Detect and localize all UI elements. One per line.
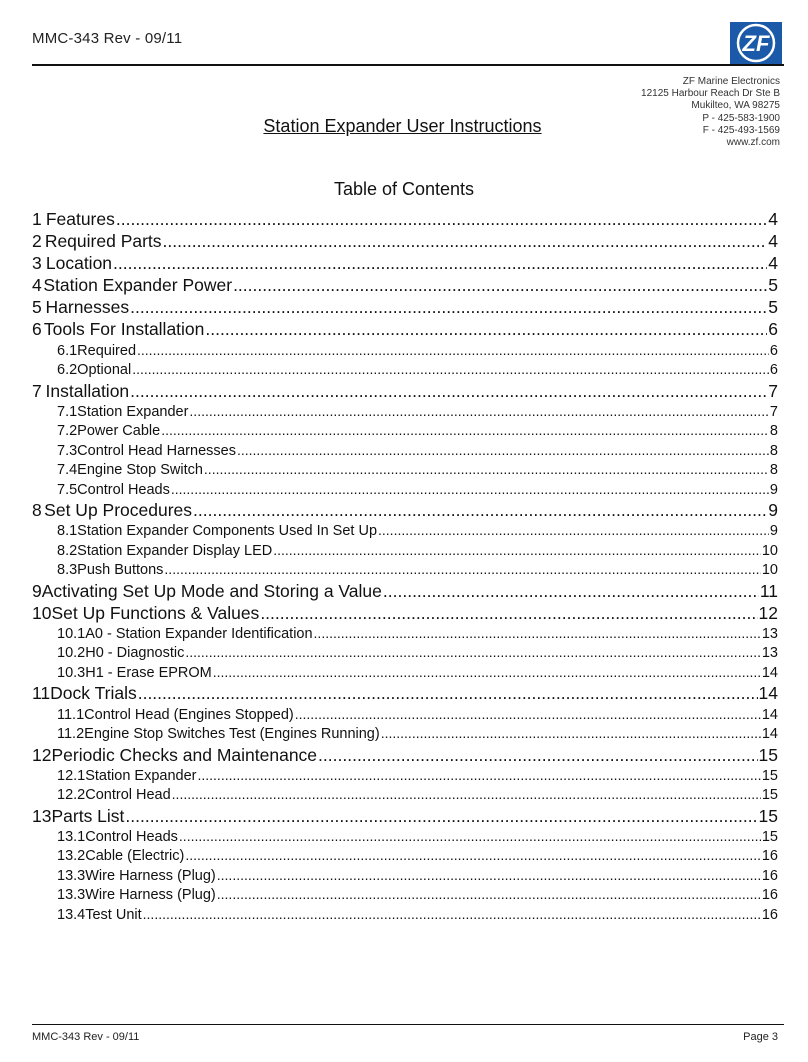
toc-entry-leader [143,906,761,923]
toc-entry-label: Optional [77,362,132,379]
toc-entry-leader [137,342,769,359]
toc-entry-leader [189,403,769,420]
toc-entry-leader [204,461,769,478]
toc-entry-label: Power Cable [77,423,161,440]
toc-entry[interactable] [32,442,778,462]
toc-entry[interactable] [32,422,778,442]
toc-entry-label: H1 - Erase EPROM [85,664,212,681]
toc-entry-leader [163,231,768,252]
toc-entry-page: 4 [768,209,778,229]
toc-entry[interactable] [32,847,778,867]
toc-entry-page: 11 [759,580,778,601]
toc-entry-label: Tools For Installation [43,319,205,340]
toc-entry-leader [116,209,767,230]
toc-entry-leader [273,542,761,559]
toc-entry-page: 10 [761,562,778,579]
toc-entry-page: 13 [761,625,778,642]
footer-rule [32,1024,784,1025]
toc-entry-label: Station Expander Components Used In Set Up [77,523,378,540]
toc-entry-page: 7 [768,380,778,401]
toc-entry-number: 4 [32,275,42,296]
toc-entry[interactable] [32,253,778,275]
toc-entry-number: 13.3 [57,867,86,884]
toc-entry[interactable] [32,786,778,806]
toc-entry[interactable] [32,603,778,625]
toc-entry-label: Push Buttons [77,562,164,579]
toc-entry-number: 13 [32,805,52,826]
toc-entry-number: 13.3 [57,887,86,904]
header-rule [32,64,784,66]
toc-entry-label: Set Up Functions & Values [51,602,260,623]
address-line-company: ZF Marine Electronics [682,76,780,87]
toc-entry-number: 6 [32,319,42,340]
address-line-street: 12125 Harbour Reach Dr Ste B [641,88,780,100]
toc-entry-page: 7 [769,403,778,420]
toc-entry-page: 16 [761,887,778,904]
toc-entry-label: Parts List [51,805,125,826]
toc-entry-leader [260,603,757,624]
toc-entry-page: 8 [769,442,778,459]
footer-page-number: Page 3 [743,1031,778,1043]
toc-entry-number: 8.2 [57,542,78,559]
toc-entry-number: 5 [32,297,42,318]
toc-entry-leader [217,867,761,884]
toc-entry-leader [378,522,769,539]
toc-entry-page: 16 [761,906,778,923]
toc-entry-leader [125,806,757,827]
toc-entry-label: Station Expander [85,767,197,784]
toc-entry[interactable] [32,522,778,542]
toc-entry-leader [113,253,767,274]
toc-entry-number: 9 [32,580,42,601]
toc-entry-label: Control Heads [77,481,170,498]
header-document-id: MMC-343 Rev - 09/11 [32,30,183,47]
toc-entry-page: 5 [768,275,778,296]
toc-entry-label: Required [77,342,137,359]
toc-entry-leader [318,745,757,766]
toc-entry[interactable] [32,231,778,253]
toc-entry-number: 10.2 [57,645,86,662]
toc-entry-label: Station Expander Power [43,275,233,296]
toc-entry-leader [237,442,769,459]
toc-entry-label: H0 - Diagnostic [85,645,185,662]
toc-entry-label: Features [45,209,115,229]
company-address [641,76,780,149]
toc-entry-leader [132,361,769,378]
toc-entry[interactable] [32,745,778,767]
toc-entry-leader [383,581,759,602]
toc-entry-label: Periodic Checks and Maintenance [51,744,318,765]
toc-entry-number: 7.5 [57,481,78,498]
toc-entry-number: 6.1 [57,342,78,359]
toc-entry[interactable] [32,906,778,926]
toc-entry-label: Cable (Electric) [85,848,185,865]
toc-entry-label: Control Head (Engines Stopped) [84,706,294,723]
toc-entry[interactable] [32,361,778,381]
toc-entry-page: 16 [761,867,778,884]
toc-entry-leader [213,664,761,681]
toc-entry[interactable] [32,625,778,645]
toc-entry-label: Control Heads [85,828,178,845]
toc-entry-leader [197,767,760,784]
toc-entry[interactable] [32,683,778,705]
toc-entry-leader [185,644,761,661]
toc-entry[interactable] [32,542,778,562]
toc-entry[interactable] [32,828,778,848]
toc-entry-leader [172,786,761,803]
toc-entry-label: Harnesses [45,297,130,318]
toc-entry-page: 15 [761,787,778,804]
toc-entry-page: 9 [768,500,778,521]
toc-entry-leader [171,481,769,498]
toc-entry-leader [164,561,760,578]
toc-entry-label: Engine Stop Switch [77,462,203,479]
toc-entry-leader [130,381,767,402]
toc-entry-page: 5 [768,297,778,318]
footer-document-id: MMC-343 Rev - 09/11 [32,1031,140,1043]
toc-entry-page: 6 [769,362,778,379]
toc-entry-leader [185,847,761,864]
toc-entry-leader [205,319,767,340]
toc-entry[interactable] [32,664,778,684]
toc-entry-page: 9 [769,481,778,498]
table-of-contents [32,209,778,925]
toc-entry-page: 6 [769,342,778,359]
toc-entry-number: 10.3 [57,664,86,681]
toc-entry-leader [314,625,761,642]
toc-entry-label: Control Head Harnesses [77,442,236,459]
toc-entry-label: Wire Harness (Plug) [85,867,216,884]
toc-entry-number: 7.3 [57,442,78,459]
toc-entry-number: 7.2 [57,423,78,440]
toc-entry[interactable] [32,275,778,297]
toc-entry-page: 16 [761,848,778,865]
toc-entry-page: 14 [758,683,778,704]
toc-entry[interactable] [32,867,778,887]
toc-entry[interactable] [32,481,778,501]
toc-entry-number: 11 [32,683,51,704]
toc-entry-label: Engine Stop Switches Test (Engines Running) [84,726,380,743]
logo-text: ZF [742,31,770,56]
toc-entry[interactable] [32,403,778,423]
address-line-fax: F - 425-493-1569 [702,124,780,136]
toc-entry[interactable] [32,381,778,403]
toc-entry-leader [193,500,767,521]
toc-entry-page: 4 [768,231,778,252]
toc-entry[interactable] [32,767,778,787]
zf-logo [730,22,782,64]
toc-entry-page: 4 [768,253,778,274]
toc-entry-number: 3 [32,253,42,274]
toc-entry-page: 10 [761,542,778,559]
toc-entry-number: 13.4 [57,906,86,923]
toc-entry-leader [381,725,761,742]
toc-entry[interactable] [32,561,778,581]
toc-entry[interactable] [32,209,778,231]
toc-entry-page: 14 [761,664,778,681]
toc-entry-label: Control Head [85,787,171,804]
toc-entry-label: Station Expander [77,403,189,420]
toc-entry[interactable] [32,500,778,522]
toc-entry-leader [138,683,758,704]
toc-entry-label: Station Expander Display LED [77,542,273,559]
address-line-website: www.zf.com [726,137,780,149]
toc-entry-leader [233,275,767,296]
toc-entry-number: 6.2 [57,362,78,379]
toc-entry-number: 11.2 [57,726,85,743]
toc-entry[interactable] [32,725,778,745]
toc-entry-page: 13 [761,645,778,662]
toc-entry-leader [130,297,767,318]
toc-entry-number: 13.2 [57,848,86,865]
toc-entry[interactable] [32,461,778,481]
toc-entry-number: 12.2 [57,787,86,804]
toc-entry[interactable] [32,644,778,664]
toc-entry-page: 8 [769,423,778,440]
toc-entry-leader [179,828,761,845]
toc-entry-number: 13.1 [57,828,86,845]
toc-entry-label: A0 - Station Expander Identification [85,625,313,642]
toc-entry[interactable] [32,297,778,319]
toc-entry-number: 11.1 [57,706,85,723]
toc-entry[interactable] [32,886,778,906]
toc-entry-page: 15 [761,767,778,784]
toc-entry-page: 12 [758,602,778,623]
toc-entry-page: 15 [758,744,778,765]
address-line-city: Mukilteo, WA 98275 [691,100,780,112]
toc-entry-label: Activating Set Up Mode and Storing a Value [41,580,382,601]
toc-entry-label: Location [45,253,113,274]
toc-entry-page: 6 [768,319,778,340]
toc-entry-page: 8 [769,462,778,479]
address-line-phone: P - 425-583-1900 [702,112,780,124]
toc-entry-number: 10 [32,602,52,623]
toc-entry[interactable] [32,581,778,603]
toc-entry-number: 8.1 [57,523,78,540]
toc-entry-label: Test Unit [85,906,142,923]
toc-entry-page: 9 [769,523,778,540]
toc-entry-page: 14 [761,706,778,723]
toc-entry-page: 15 [758,805,778,826]
toc-entry[interactable] [32,342,778,362]
toc-entry-leader [217,886,761,903]
toc-entry[interactable] [32,706,778,726]
toc-entry-label: Set Up Procedures [44,500,193,521]
toc-entry-page: 15 [761,828,778,845]
toc-entry-number: 10.1 [57,625,86,642]
toc-entry-label: Wire Harness (Plug) [85,887,216,904]
toc-entry[interactable] [32,319,778,341]
toc-entry-leader [295,706,761,723]
toc-entry-label: Installation [45,380,130,401]
toc-entry-number: 12.1 [57,767,86,784]
toc-entry-page: 14 [761,726,778,743]
toc-entry-label: Dock Trials [50,683,137,704]
toc-entry-number: 2 [32,231,42,252]
toc-entry[interactable] [32,806,778,828]
toc-entry-number: 7 [32,380,42,401]
toc-entry-number: 1 [32,209,42,229]
toc-entry-number: 7.4 [57,462,78,479]
toc-heading: Table of Contents [333,179,475,199]
toc-entry-label: Required Parts [44,231,162,252]
document-title: Station Expander User Instructions [263,116,542,136]
toc-entry-number: 8 [32,500,42,521]
toc-entry-number: 7.1 [57,403,78,420]
toc-entry-number: 8.3 [57,562,78,579]
toc-entry-leader [161,422,769,439]
document-title-wrap [0,116,808,137]
toc-entry-number: 12 [32,744,52,765]
